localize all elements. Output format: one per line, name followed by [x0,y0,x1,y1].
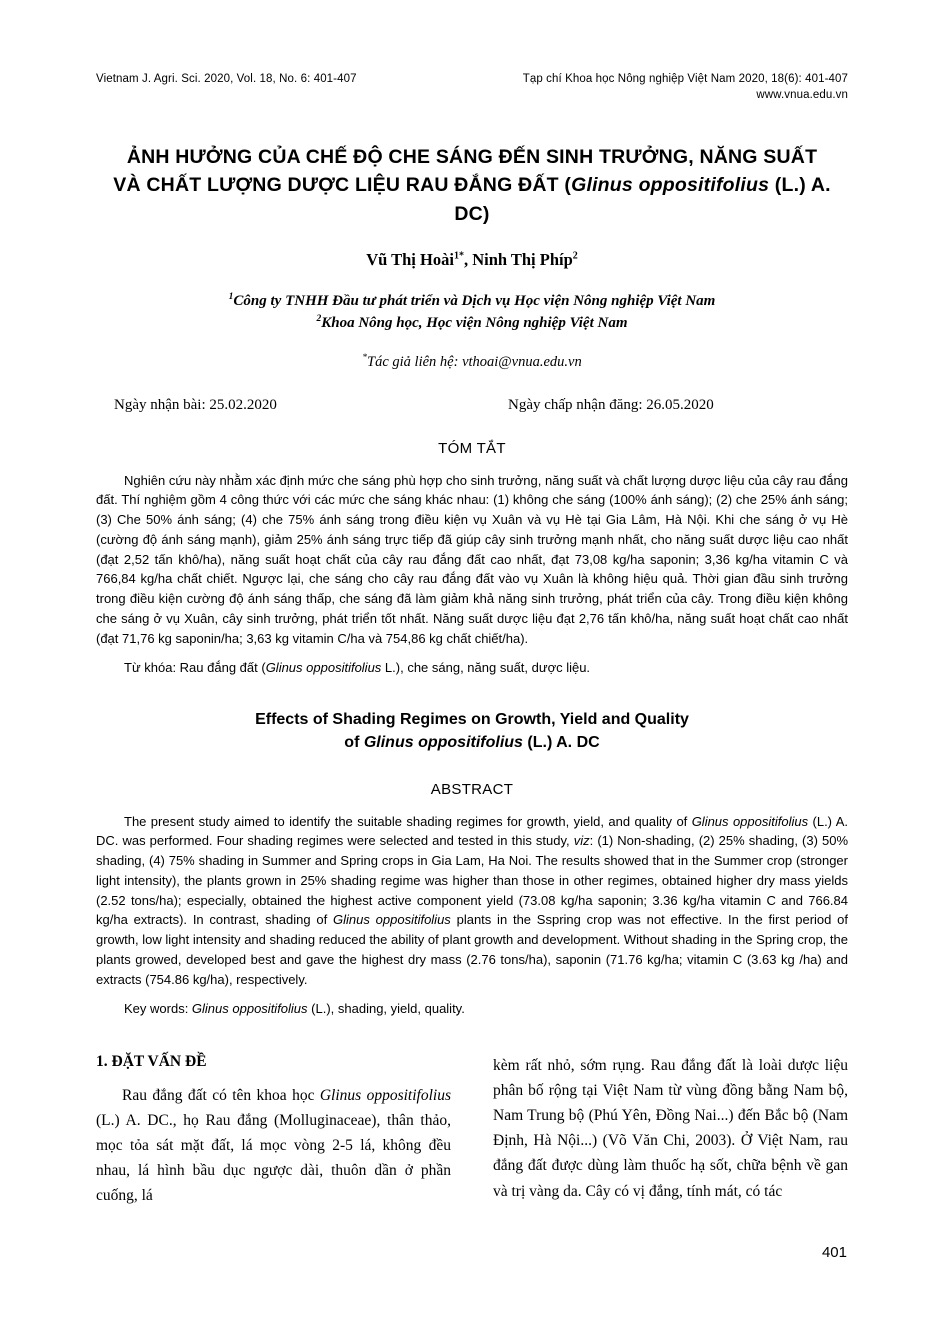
page-content [96,72,848,1209]
en-abstract-heading: ABSTRACT [430,780,514,798]
body-columns [96,1053,848,1209]
page-title [96,143,848,228]
article-dates [96,397,848,414]
en-abstract-species-2: Glinus oppositifolius [333,912,451,928]
vn-keywords-species: Glinus oppositifolius [265,660,382,676]
running-head-right [523,72,848,103]
affiliation-2-text: Khoa Nông học, Học viện Nông nghiệp Việt Nam [321,315,628,332]
author-name-2: Ninh Thị Phíp [472,249,573,269]
affiliations [96,290,848,335]
vn-keywords [96,658,848,678]
affiliation-1-text: Công ty TNHH Đầu tư phát triển và Dịch vụ Học viện Nông nghiệp Việt Nam [233,292,716,309]
affiliation-1-superscript: 1 [228,291,234,302]
vn-keywords-suffix: L.), che sáng, năng suất, dược liệu. [381,660,591,676]
intro-paragraph-left [96,1083,451,1209]
en-keywords-suffix: (L.), shading, yield, quality. [307,1001,465,1017]
body-column-left [96,1053,451,1209]
title-line-2 [96,171,848,228]
en-abstract-part-a: The present study aimed to identify the suitable shading regimes for growth, yield, and quality of [124,813,692,829]
english-title-part-a: of [344,734,364,752]
en-abstract-part-d: plants in the Sspring crop was not effective. In the first period of growth, low light intensity and shading reduced the ability of plant growth and development. Without shading in the Spring crop, the plants growed, developed best and gave the highest dry mass (2.76 tons/ha), saponin (71.76 kg/ha; vitamin C (3.63 kg /ha) and extracts (754.86 kg/ha), respectively. [96,912,849,987]
author-list [96,250,848,270]
en-abstract-species-1: Glinus oppositifolius [691,813,809,829]
vn-keywords-prefix: Từ khóa: Rau đắng đất ( [124,660,266,676]
intro-left-part-b: (L.) A. DC., họ Rau đắng (Molluginaceae), thân thảo, mọc tỏa sát mặt đất, lá mọc vòng 2-5 lá, không đều nhau, lá hình bầu dục ngược dài, thuôn dần ở phần cuống, lá [96,1112,451,1205]
journal-title-vn: Tạp chí Khoa học Nông nghiệp Việt Nam 2020, 18(6): 401-407 [522,73,848,85]
body-column-right [493,1053,848,1209]
received-date: Ngày nhận bài: 25.02.2020 [114,396,277,413]
en-abstract-part-b: (L.) A. DC. was performed. Four shading regimes were selected and tested in this study, [96,813,848,849]
title-species-name: Glinus oppositifolius [571,174,770,197]
title-line-1: ẢNH HƯỞNG CỦA CHẾ ĐỘ CHE SÁNG ĐẾN SINH TRƯỞNG, NĂNG SUẤT [126,146,818,169]
english-title [96,708,848,754]
en-keywords-prefix: Key words: [124,1001,192,1017]
title-line-2-part-a: VÀ CHẤT LƯỢNG DƯỢC LIỆU RAU ĐẮNG ĐẤT ( [113,174,572,197]
en-keywords-species: Glinus oppositifolius [191,1001,308,1017]
affiliation-2 [96,312,848,335]
corresponding-author [96,353,848,371]
en-keywords [96,999,848,1019]
en-abstract-part-c: : (1) Non-shading, (2) 25% shading, (3) 50% shading, (4) 75% shading in Summer and Spring crops in Gia Lam, Ha Noi. The results showed that in the Summer crop (stronger light intensity), the plants grown in 25% shading regime was higher than those in other regimes, obtained higher dry mass yields (2.52 tons/ha); especially, obtained the highest active component yield (73.08 kg/ha saponin; 3.36 kg/ha vitamin C and 766.84 kg/ha extracts). In contrast, shading of [96,833,849,928]
author-separator: , [463,249,473,269]
author-2-superscript: 2 [572,250,578,262]
journal-website: www.vnua.edu.vn [756,88,848,101]
english-title-line-1: Effects of Shading Regimes on Growth, Yield and Quality [255,711,689,729]
intro-left-species: Glinus oppositifolius [319,1087,451,1105]
page-number: 401 [821,1244,847,1261]
running-head [96,72,848,103]
corresponding-author-text: Tác giả liên hệ: vthoai@vnua.edu.vn [367,353,582,370]
accepted-date: Ngày chấp nhận đăng: 26.05.2020 [508,396,714,413]
title-line-2-part-b: (L.) A. DC) [454,174,831,225]
vn-abstract-heading: TÓM TẮT [438,439,506,457]
author-name-1: Vũ Thị Hoài [366,249,454,269]
vn-abstract-paragraph: Nghiên cứu này nhằm xác định mức che sáng phù hợp cho sinh trưởng, năng suất và chất lượng dược liệu của cây rau đắng đất. Thí nghiệm gồm 4 công thức với các mức che sáng khác nhau: (1) không che sáng (100% ánh sáng); (2) che 25% ánh sáng; (3) Che 50% ánh sáng; (4) che 75% ánh sáng trong điều kiện vụ Xuân và vụ Hè tại Gia Lâm, Hà Nội. Khi che sáng ở vụ Hè (cường độ ánh sáng mạnh), giảm 25% ánh sáng trực tiếp đã giúp cây sinh trưởng mạnh nhất, cho năng suất dược liệu cao nhất (đạt 2,52 tấn khô/ha), năng suất hoạt chất của cây rau đắng đất cao nhất, đạt 73,08 kg/ha saponin; 3,36 kg/ha vitamin C và 766,84 kg/ha chất chiết. Ngược lại, che sáng cho cây rau đắng đất vào vụ Xuân là không hiệu quả. Thời gian đầu sinh trưởng trong điều kiện cường độ ánh sáng thấp, che sáng đã làm giảm khả năng sinh trưởng, phát triển của cây. Trong điều kiện không che sáng ở vụ Xuân, cây sinh trưởng, phát triển tốt nhất. Năng suất dược liệu đạt 2,76 tấn khô/ha, năng suất hoạt chất cao nhất (đạt 71,76 kg saponin/ha; 3,63 kg vitamin C/ha và 754,86 kg chất chiết/ha). [96,472,848,646]
english-title-part-b: (L.) A. DC [522,734,600,752]
affiliation-2-superscript: 2 [316,314,322,325]
running-head-left: Vietnam J. Agri. Sci. 2020, Vol. 18, No. 6: 401-407 [96,73,357,85]
section-heading-introduction: 1. ĐẶT VẤN ĐỀ [96,1053,207,1071]
english-title-line-2 [96,731,848,754]
author-1-superscript: 1* [453,250,464,262]
intro-left-part-a: Rau đắng đất có tên khoa học [122,1087,320,1105]
en-abstract-paragraph [96,812,848,990]
intro-paragraph-right: kèm rất nhỏ, sớm rụng. Rau đắng đất là loài dược liệu phân bố rộng tại Việt Nam từ vùng đồng bằng Nam bộ, Nam Trung bộ (Phú Yên, Đồng Nai...) đến Bắc bộ (Nam Định, Hà Nội...) (Võ Văn Chi, 2003). Ở Việt Nam, rau đắng đất được dùng làm thuốc hạ sốt, chữa bệnh về gan và trị vàng da. Cây có vị đắng, tính mát, có tác [493,1057,848,1200]
corresponding-author-star: * [362,352,368,363]
en-abstract-viz: viz [573,833,590,849]
affiliation-1 [96,290,848,313]
english-title-species: Glinus oppositifolius [363,734,523,752]
